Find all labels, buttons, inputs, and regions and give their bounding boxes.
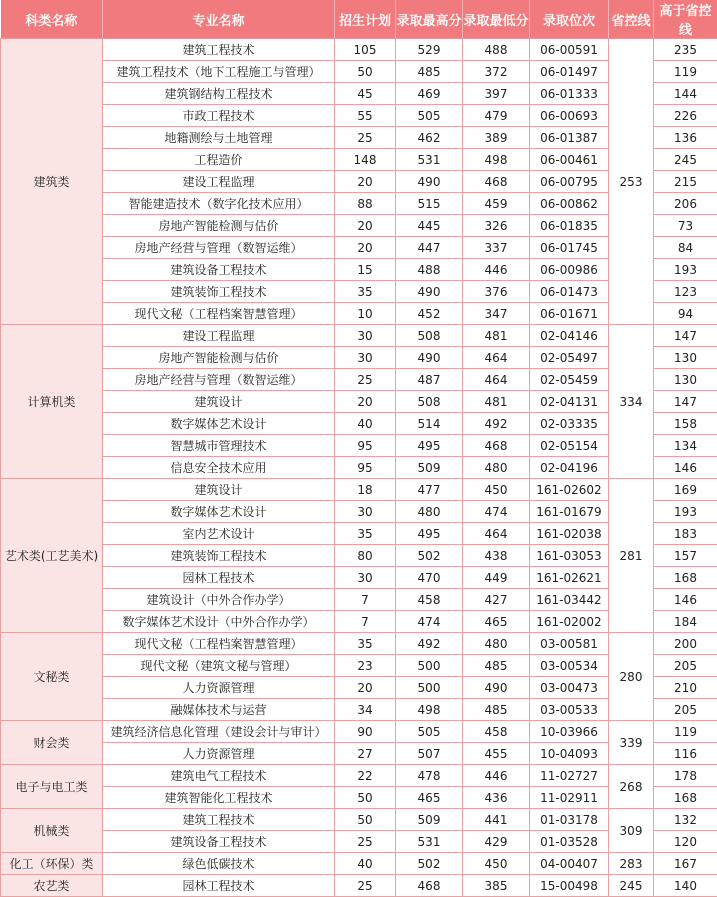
max-score-cell: 477 [396,479,463,501]
rank-cell: 06-01671 [530,303,609,325]
max-score-cell: 490 [396,171,463,193]
min-score-cell: 450 [463,479,530,501]
above-control-cell: 147 [654,391,717,413]
major-cell: 人力资源管理 [103,743,335,765]
table-row [1,479,717,501]
min-score-cell: 389 [463,127,530,149]
above-control-cell: 205 [654,699,717,721]
min-score-cell: 468 [463,435,530,457]
major-cell: 建筑智能化工程技术 [103,787,335,809]
control-line-cell: 268 [609,765,654,809]
major-cell: 数字媒体艺术设计（中外合作办学） [103,611,335,633]
max-score-cell: 488 [396,259,463,281]
major-cell: 建设工程监理 [103,171,335,193]
above-control-cell: 119 [654,721,717,743]
table-row [1,633,717,655]
rank-cell: 01-03528 [530,831,609,853]
plan-cell: 30 [335,325,396,347]
rank-cell: 06-00862 [530,193,609,215]
plan-cell: 25 [335,831,396,853]
rank-cell: 03-00473 [530,677,609,699]
max-score-cell: 505 [396,721,463,743]
min-score-cell: 427 [463,589,530,611]
above-control-cell: 144 [654,83,717,105]
table-row [1,325,717,347]
min-score-cell: 464 [463,369,530,391]
above-control-cell: 146 [654,589,717,611]
plan-cell: 90 [335,721,396,743]
above-control-cell: 157 [654,545,717,567]
rank-cell: 15-00498 [530,875,609,897]
plan-cell: 34 [335,699,396,721]
rank-cell: 06-01473 [530,281,609,303]
plan-cell: 7 [335,589,396,611]
max-score-cell: 490 [396,281,463,303]
table-row [1,765,717,787]
category-cell: 计算机类 [1,325,103,479]
max-score-cell: 490 [396,347,463,369]
max-score-cell: 465 [396,787,463,809]
above-control-cell: 206 [654,193,717,215]
rank-cell: 161-01679 [530,501,609,523]
rank-cell: 01-03178 [530,809,609,831]
max-score-cell: 529 [396,39,463,61]
max-score-cell: 495 [396,523,463,545]
major-cell: 建筑装饰工程技术 [103,281,335,303]
max-score-cell: 478 [396,765,463,787]
min-score-cell: 449 [463,567,530,589]
above-control-cell: 245 [654,149,717,171]
control-line-cell: 281 [609,479,654,633]
rank-cell: 10-04093 [530,743,609,765]
max-score-cell: 447 [396,237,463,259]
major-cell: 现代文秘（工程档案智慧管理） [103,303,335,325]
above-control-cell: 136 [654,127,717,149]
header-above-control: 高于省控线 [654,0,717,39]
rank-cell: 161-02002 [530,611,609,633]
plan-cell: 50 [335,809,396,831]
min-score-cell: 446 [463,765,530,787]
plan-cell: 35 [335,281,396,303]
max-score-cell: 508 [396,391,463,413]
above-control-cell: 184 [654,611,717,633]
above-control-cell: 226 [654,105,717,127]
above-control-cell: 215 [654,171,717,193]
table-row [1,39,717,61]
max-score-cell: 509 [396,457,463,479]
plan-cell: 35 [335,523,396,545]
plan-cell: 40 [335,413,396,435]
major-cell: 建筑装饰工程技术 [103,545,335,567]
plan-cell: 15 [335,259,396,281]
header-major: 专业名称 [103,0,335,39]
control-line-cell: 280 [609,633,654,721]
plan-cell: 25 [335,875,396,897]
rank-cell: 11-02727 [530,765,609,787]
above-control-cell: 235 [654,39,717,61]
rank-cell: 02-04196 [530,457,609,479]
plan-cell: 105 [335,39,396,61]
above-control-cell: 146 [654,457,717,479]
rank-cell: 06-00986 [530,259,609,281]
above-control-cell: 178 [654,765,717,787]
rank-cell: 11-02911 [530,787,609,809]
plan-cell: 25 [335,127,396,149]
above-control-cell: 132 [654,809,717,831]
rank-cell: 02-05154 [530,435,609,457]
major-cell: 现代文秘（工程档案智慧管理） [103,633,335,655]
major-cell: 建筑设计 [103,479,335,501]
min-score-cell: 479 [463,105,530,127]
min-score-cell: 481 [463,391,530,413]
table-row [1,721,717,743]
min-score-cell: 459 [463,193,530,215]
max-score-cell: 531 [396,831,463,853]
min-score-cell: 498 [463,149,530,171]
rank-cell: 02-04131 [530,391,609,413]
plan-cell: 20 [335,391,396,413]
category-cell: 艺术类(工艺美术) [1,479,103,633]
above-control-cell: 123 [654,281,717,303]
plan-cell: 50 [335,61,396,83]
max-score-cell: 445 [396,215,463,237]
rank-cell: 03-00581 [530,633,609,655]
max-score-cell: 500 [396,677,463,699]
max-score-cell: 485 [396,61,463,83]
category-cell: 化工（环保）类 [1,853,103,875]
plan-cell: 20 [335,237,396,259]
rank-cell: 06-00693 [530,105,609,127]
min-score-cell: 337 [463,237,530,259]
above-control-cell: 158 [654,413,717,435]
plan-cell: 80 [335,545,396,567]
above-control-cell: 205 [654,655,717,677]
min-score-cell: 455 [463,743,530,765]
min-score-cell: 446 [463,259,530,281]
plan-cell: 20 [335,215,396,237]
min-score-cell: 326 [463,215,530,237]
above-control-cell: 130 [654,369,717,391]
rank-cell: 06-01745 [530,237,609,259]
table-row [1,809,717,831]
max-score-cell: 498 [396,699,463,721]
rank-cell: 02-05459 [530,369,609,391]
major-cell: 现代文秘（建筑文秘与管理） [103,655,335,677]
rank-cell: 06-01333 [530,83,609,105]
header-rank: 录取位次 [530,0,609,39]
rank-cell: 10-03966 [530,721,609,743]
major-cell: 房地产智能检测与估价 [103,347,335,369]
plan-cell: 25 [335,369,396,391]
header-plan: 招生计划 [335,0,396,39]
min-score-cell: 436 [463,787,530,809]
rank-cell: 06-01497 [530,61,609,83]
rank-cell: 161-03053 [530,545,609,567]
rank-cell: 02-04146 [530,325,609,347]
plan-cell: 22 [335,765,396,787]
table-row [1,875,717,897]
max-score-cell: 452 [396,303,463,325]
min-score-cell: 474 [463,501,530,523]
major-cell: 融媒体技术与运营 [103,699,335,721]
major-cell: 人力资源管理 [103,677,335,699]
above-control-cell: 73 [654,215,717,237]
plan-cell: 50 [335,787,396,809]
plan-cell: 30 [335,567,396,589]
category-cell: 建筑类 [1,39,103,325]
major-cell: 市政工程技术 [103,105,335,127]
major-cell: 数字媒体艺术设计 [103,413,335,435]
min-score-cell: 450 [463,853,530,875]
rank-cell: 06-00795 [530,171,609,193]
above-control-cell: 168 [654,787,717,809]
max-score-cell: 502 [396,545,463,567]
min-score-cell: 429 [463,831,530,853]
header-row [1,0,717,39]
rank-cell: 03-00533 [530,699,609,721]
above-control-cell: 210 [654,677,717,699]
max-score-cell: 502 [396,853,463,875]
plan-cell: 30 [335,501,396,523]
plan-cell: 88 [335,193,396,215]
major-cell: 智慧城市管理技术 [103,435,335,457]
plan-cell: 45 [335,83,396,105]
major-cell: 建筑设计 [103,391,335,413]
major-cell: 园林工程技术 [103,567,335,589]
rank-cell: 161-02621 [530,567,609,589]
above-control-cell: 183 [654,523,717,545]
major-cell: 数字媒体艺术设计 [103,501,335,523]
above-control-cell: 130 [654,347,717,369]
plan-cell: 7 [335,611,396,633]
table-body [1,39,717,897]
above-control-cell: 193 [654,501,717,523]
plan-cell: 23 [335,655,396,677]
min-score-cell: 468 [463,171,530,193]
max-score-cell: 492 [396,633,463,655]
max-score-cell: 495 [396,435,463,457]
max-score-cell: 500 [396,655,463,677]
max-score-cell: 480 [396,501,463,523]
plan-cell: 10 [335,303,396,325]
major-cell: 地籍测绘与土地管理 [103,127,335,149]
min-score-cell: 481 [463,325,530,347]
min-score-cell: 464 [463,347,530,369]
above-control-cell: 119 [654,61,717,83]
control-line-cell: 283 [609,853,654,875]
max-score-cell: 505 [396,105,463,127]
control-line-cell: 334 [609,325,654,479]
table-row [1,853,717,875]
plan-cell: 20 [335,171,396,193]
rank-cell: 161-02038 [530,523,609,545]
major-cell: 房地产经营与管理（数智运维） [103,369,335,391]
major-cell: 信息安全技术应用 [103,457,335,479]
min-score-cell: 480 [463,633,530,655]
above-control-cell: 94 [654,303,717,325]
above-control-cell: 193 [654,259,717,281]
major-cell: 建筑工程技术 [103,39,335,61]
above-control-cell: 169 [654,479,717,501]
max-score-cell: 509 [396,809,463,831]
min-score-cell: 488 [463,39,530,61]
rank-cell: 06-01835 [530,215,609,237]
major-cell: 园林工程技术 [103,875,335,897]
major-cell: 工程造价 [103,149,335,171]
min-score-cell: 372 [463,61,530,83]
above-control-cell: 116 [654,743,717,765]
header-max-score: 录取最高分 [396,0,463,39]
header-category: 科类名称 [1,0,103,39]
min-score-cell: 490 [463,677,530,699]
plan-cell: 35 [335,633,396,655]
above-control-cell: 200 [654,633,717,655]
major-cell: 智能建造技术（数字化技术应用） [103,193,335,215]
major-cell: 建筑电气工程技术 [103,765,335,787]
min-score-cell: 464 [463,523,530,545]
category-cell: 财会类 [1,721,103,765]
above-control-cell: 134 [654,435,717,457]
plan-cell: 20 [335,677,396,699]
above-control-cell: 167 [654,853,717,875]
major-cell: 建筑经济信息化管理（建设会计与审计） [103,721,335,743]
min-score-cell: 347 [463,303,530,325]
above-control-cell: 84 [654,237,717,259]
major-cell: 建筑钢结构工程技术 [103,83,335,105]
major-cell: 建筑设计（中外合作办学） [103,589,335,611]
max-score-cell: 468 [396,875,463,897]
min-score-cell: 458 [463,721,530,743]
max-score-cell: 515 [396,193,463,215]
min-score-cell: 385 [463,875,530,897]
major-cell: 建筑工程技术（地下工程施工与管理） [103,61,335,83]
above-control-cell: 168 [654,567,717,589]
rank-cell: 161-02602 [530,479,609,501]
major-cell: 绿色低碳技术 [103,853,335,875]
above-control-cell: 140 [654,875,717,897]
max-score-cell: 462 [396,127,463,149]
max-score-cell: 474 [396,611,463,633]
rank-cell: 06-01387 [530,127,609,149]
max-score-cell: 487 [396,369,463,391]
rank-cell: 06-00461 [530,149,609,171]
category-cell: 电子与电工类 [1,765,103,809]
plan-cell: 95 [335,457,396,479]
min-score-cell: 485 [463,699,530,721]
rank-cell: 02-03335 [530,413,609,435]
category-cell: 文秘类 [1,633,103,721]
major-cell: 室内艺术设计 [103,523,335,545]
control-line-cell: 339 [609,721,654,765]
min-score-cell: 438 [463,545,530,567]
control-line-cell: 245 [609,875,654,897]
major-cell: 房地产智能检测与估价 [103,215,335,237]
category-cell: 农艺类 [1,875,103,897]
plan-cell: 27 [335,743,396,765]
min-score-cell: 485 [463,655,530,677]
major-cell: 建筑设备工程技术 [103,259,335,281]
plan-cell: 148 [335,149,396,171]
rank-cell: 02-05497 [530,347,609,369]
plan-cell: 40 [335,853,396,875]
min-score-cell: 376 [463,281,530,303]
header-min-score: 录取最低分 [463,0,530,39]
plan-cell: 18 [335,479,396,501]
category-cell: 机械类 [1,809,103,853]
header-control-line: 省控线 [609,0,654,39]
major-cell: 房地产经营与管理（数智运维） [103,237,335,259]
max-score-cell: 458 [396,589,463,611]
control-line-cell: 253 [609,39,654,325]
max-score-cell: 470 [396,567,463,589]
min-score-cell: 492 [463,413,530,435]
rank-cell: 04-00407 [530,853,609,875]
major-cell: 建筑设备工程技术 [103,831,335,853]
min-score-cell: 397 [463,83,530,105]
major-cell: 建设工程监理 [103,325,335,347]
min-score-cell: 465 [463,611,530,633]
max-score-cell: 514 [396,413,463,435]
rank-cell: 03-00534 [530,655,609,677]
plan-cell: 30 [335,347,396,369]
min-score-cell: 480 [463,457,530,479]
rank-cell: 06-00591 [530,39,609,61]
plan-cell: 55 [335,105,396,127]
plan-cell: 95 [335,435,396,457]
max-score-cell: 531 [396,149,463,171]
max-score-cell: 508 [396,325,463,347]
above-control-cell: 147 [654,325,717,347]
max-score-cell: 507 [396,743,463,765]
max-score-cell: 469 [396,83,463,105]
above-control-cell: 120 [654,831,717,853]
major-cell: 建筑工程技术 [103,809,335,831]
control-line-cell: 309 [609,809,654,853]
rank-cell: 161-03442 [530,589,609,611]
min-score-cell: 441 [463,809,530,831]
